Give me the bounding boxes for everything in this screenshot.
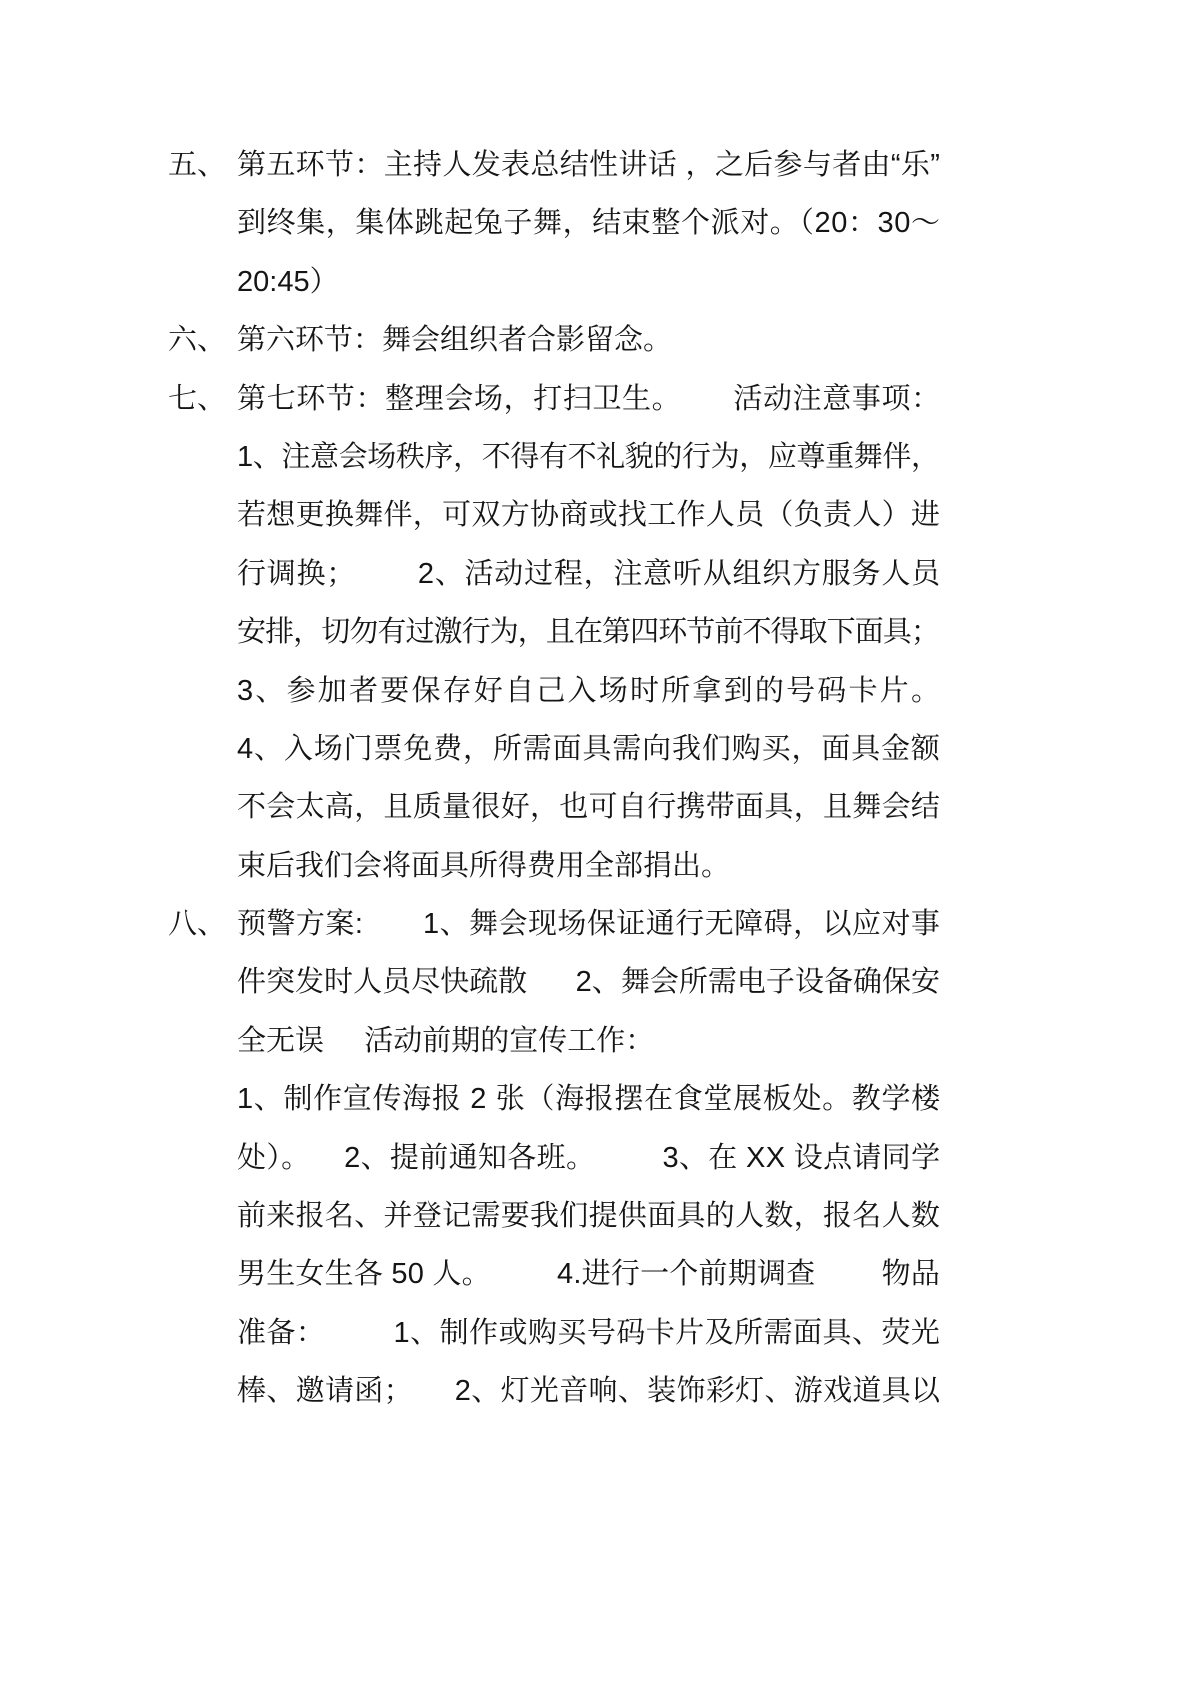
section-seven <box>168 370 943 896</box>
text-line: 20:45） <box>237 265 339 298</box>
text-line: 1、注意会场秩序，不得有不礼貌的行为，应尊重舞伴， <box>237 440 940 473</box>
text-line: 到终集，集体跳起兔子舞，结束整个派对。（20：30～ <box>237 207 941 240</box>
section-number: 七、 <box>168 382 227 415</box>
text-line: 准备： 1、制作或购买号码卡片及所需面具、荧光 <box>237 1316 941 1349</box>
text-line: 男生女生各 50 人。 4.进行一个前期调查 物品 <box>237 1258 941 1291</box>
section-five <box>168 136 941 311</box>
text-line: 棒、邀请函； 2、灯光音响、装饰彩灯、游戏道具以 <box>237 1375 941 1408</box>
section-number: 五、 <box>168 149 227 181</box>
text-line: 件突发时人员尽快疏散 2、舞会所需电子设备确保安 <box>237 966 941 999</box>
text-line: 3、参加者要保存好自己入场时所拿到的号码卡片。 <box>237 674 943 707</box>
document-body <box>168 136 943 1421</box>
text-line: 第六环节：舞会组织者合影留念。 <box>237 324 673 357</box>
text-line: 安排，切勿有过激行为，且在第四环节前不得取下面具； <box>237 616 940 649</box>
text-line: 前来报名、并登记需要我们提供面具的人数，报名人数 <box>237 1200 941 1233</box>
text-line: 第七环节：整理会场，打扫卫生。 活动注意事项： <box>237 382 941 415</box>
text-line: 1、制作宣传海报 2 张（海报摆在食堂展板处。教学楼 <box>237 1083 941 1116</box>
text-line: 预警方案: 1、舞会现场保证通行无障碍，以应对事 <box>237 908 941 941</box>
section-six <box>168 311 940 369</box>
text-line: 4、入场门票免费，所需面具需向我们购买，面具金额 <box>237 732 941 765</box>
text-line: 行调换； 2、活动过程，注意听从组织方服务人员 <box>237 557 941 590</box>
section-number: 六、 <box>168 324 227 357</box>
text-line: 束后我们会将面具所得费用全部捐出。 <box>237 849 731 882</box>
section-number: 八、 <box>168 908 227 941</box>
text-line: 第五环节：主持人发表总结性讲话 ，之后参与者由“乐” <box>237 149 941 181</box>
section-eight <box>168 895 941 1421</box>
text-line: 若想更换舞伴，可双方协商或找工作人员（负责人）进 <box>237 499 941 532</box>
text-line: 全无误 活动前期的宣传工作： <box>237 1024 655 1057</box>
text-line: 处）。 2、提前通知各班。 3、在 XX 设点请同学 <box>237 1141 941 1174</box>
text-line: 不会太高，且质量很好，也可自行携带面具，且舞会结 <box>237 791 941 824</box>
